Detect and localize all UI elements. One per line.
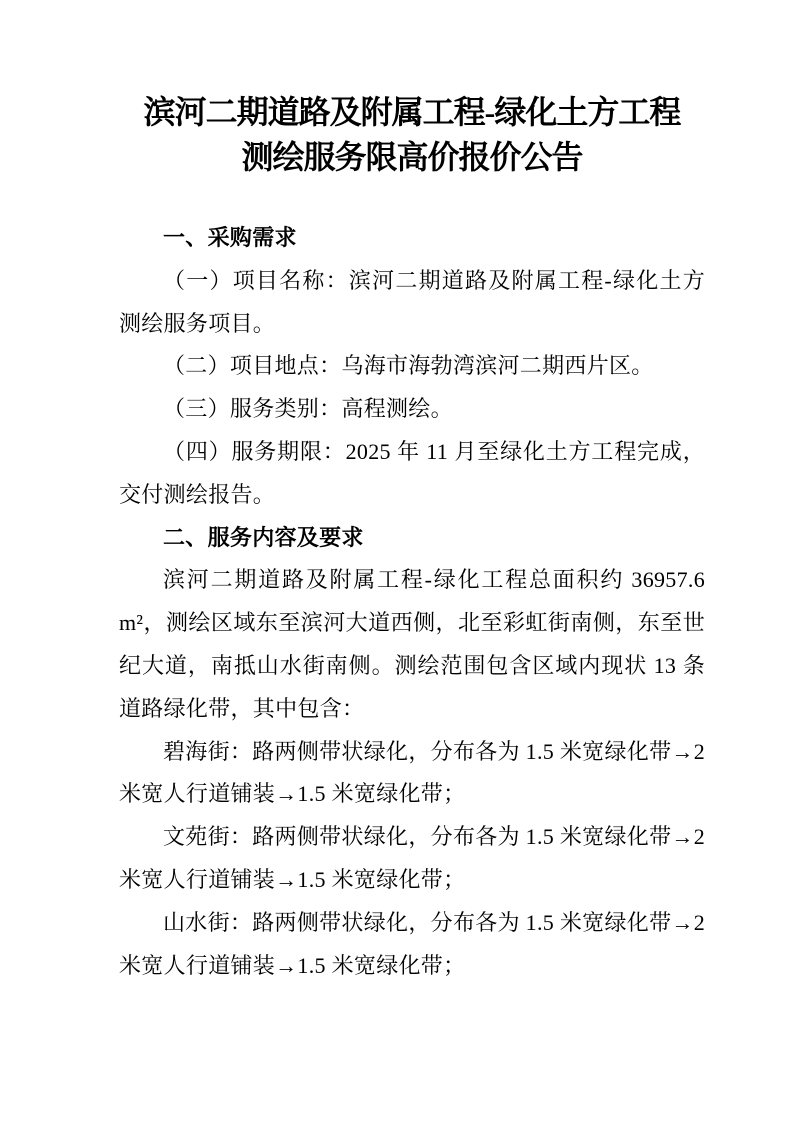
paragraph-shanshui-street: 山水街：路两侧带状绿化，分布各为 1.5 米宽绿化带→2 米宽人行道铺装→1.5 米宽绿化带； [119, 909, 705, 978]
paragraph-service-category: （三）服务类别：高程测绘。 [163, 396, 453, 422]
paragraph-project-name: （一）项目名称：滨河二期道路及附属工程-绿化土方测绘服务项目。 [119, 267, 705, 336]
document-title [119, 90, 705, 180]
paragraph-service-period: （四）服务期限：2025 年 11 月至绿化土方工程完成，交付测绘报告。 [119, 438, 705, 507]
section-heading-service-content: 二、服务内容及要求 [163, 524, 364, 550]
section-procurement-requirements [119, 217, 705, 517]
section-heading-procurement-requirements: 一、采购需求 [163, 225, 297, 250]
section-service-content [119, 517, 705, 988]
paragraph-project-location: （二）项目地点：乌海市海勃湾滨河二期西片区。 [163, 353, 654, 379]
title-line-1: 滨河二期道路及附属工程-绿化土方工程 [143, 94, 681, 130]
title-line-2: 测绘服务限高价报价公告 [241, 139, 583, 175]
paragraph-wenyuan-street: 文苑街：路两侧带状绿化，分布各为 1.5 米宽绿化带→2 米宽人行道铺装→1.5 米宽绿化带； [119, 824, 705, 892]
paragraph-bihai-street: 碧海街：路两侧带状绿化，分布各为 1.5 米宽绿化带→2 米宽人行道铺装→1.5 米宽绿化带； [119, 738, 705, 807]
paragraph-scope-overview: 滨河二期道路及附属工程-绿化工程总面积约 36957.6 m²，测绘区域东至滨河大道西侧，北至彩虹街南侧，东至世纪大道，南抵山水街南侧。测绘范围包含区域内现状 13 条道路绿化带，其中包含： [119, 567, 705, 721]
